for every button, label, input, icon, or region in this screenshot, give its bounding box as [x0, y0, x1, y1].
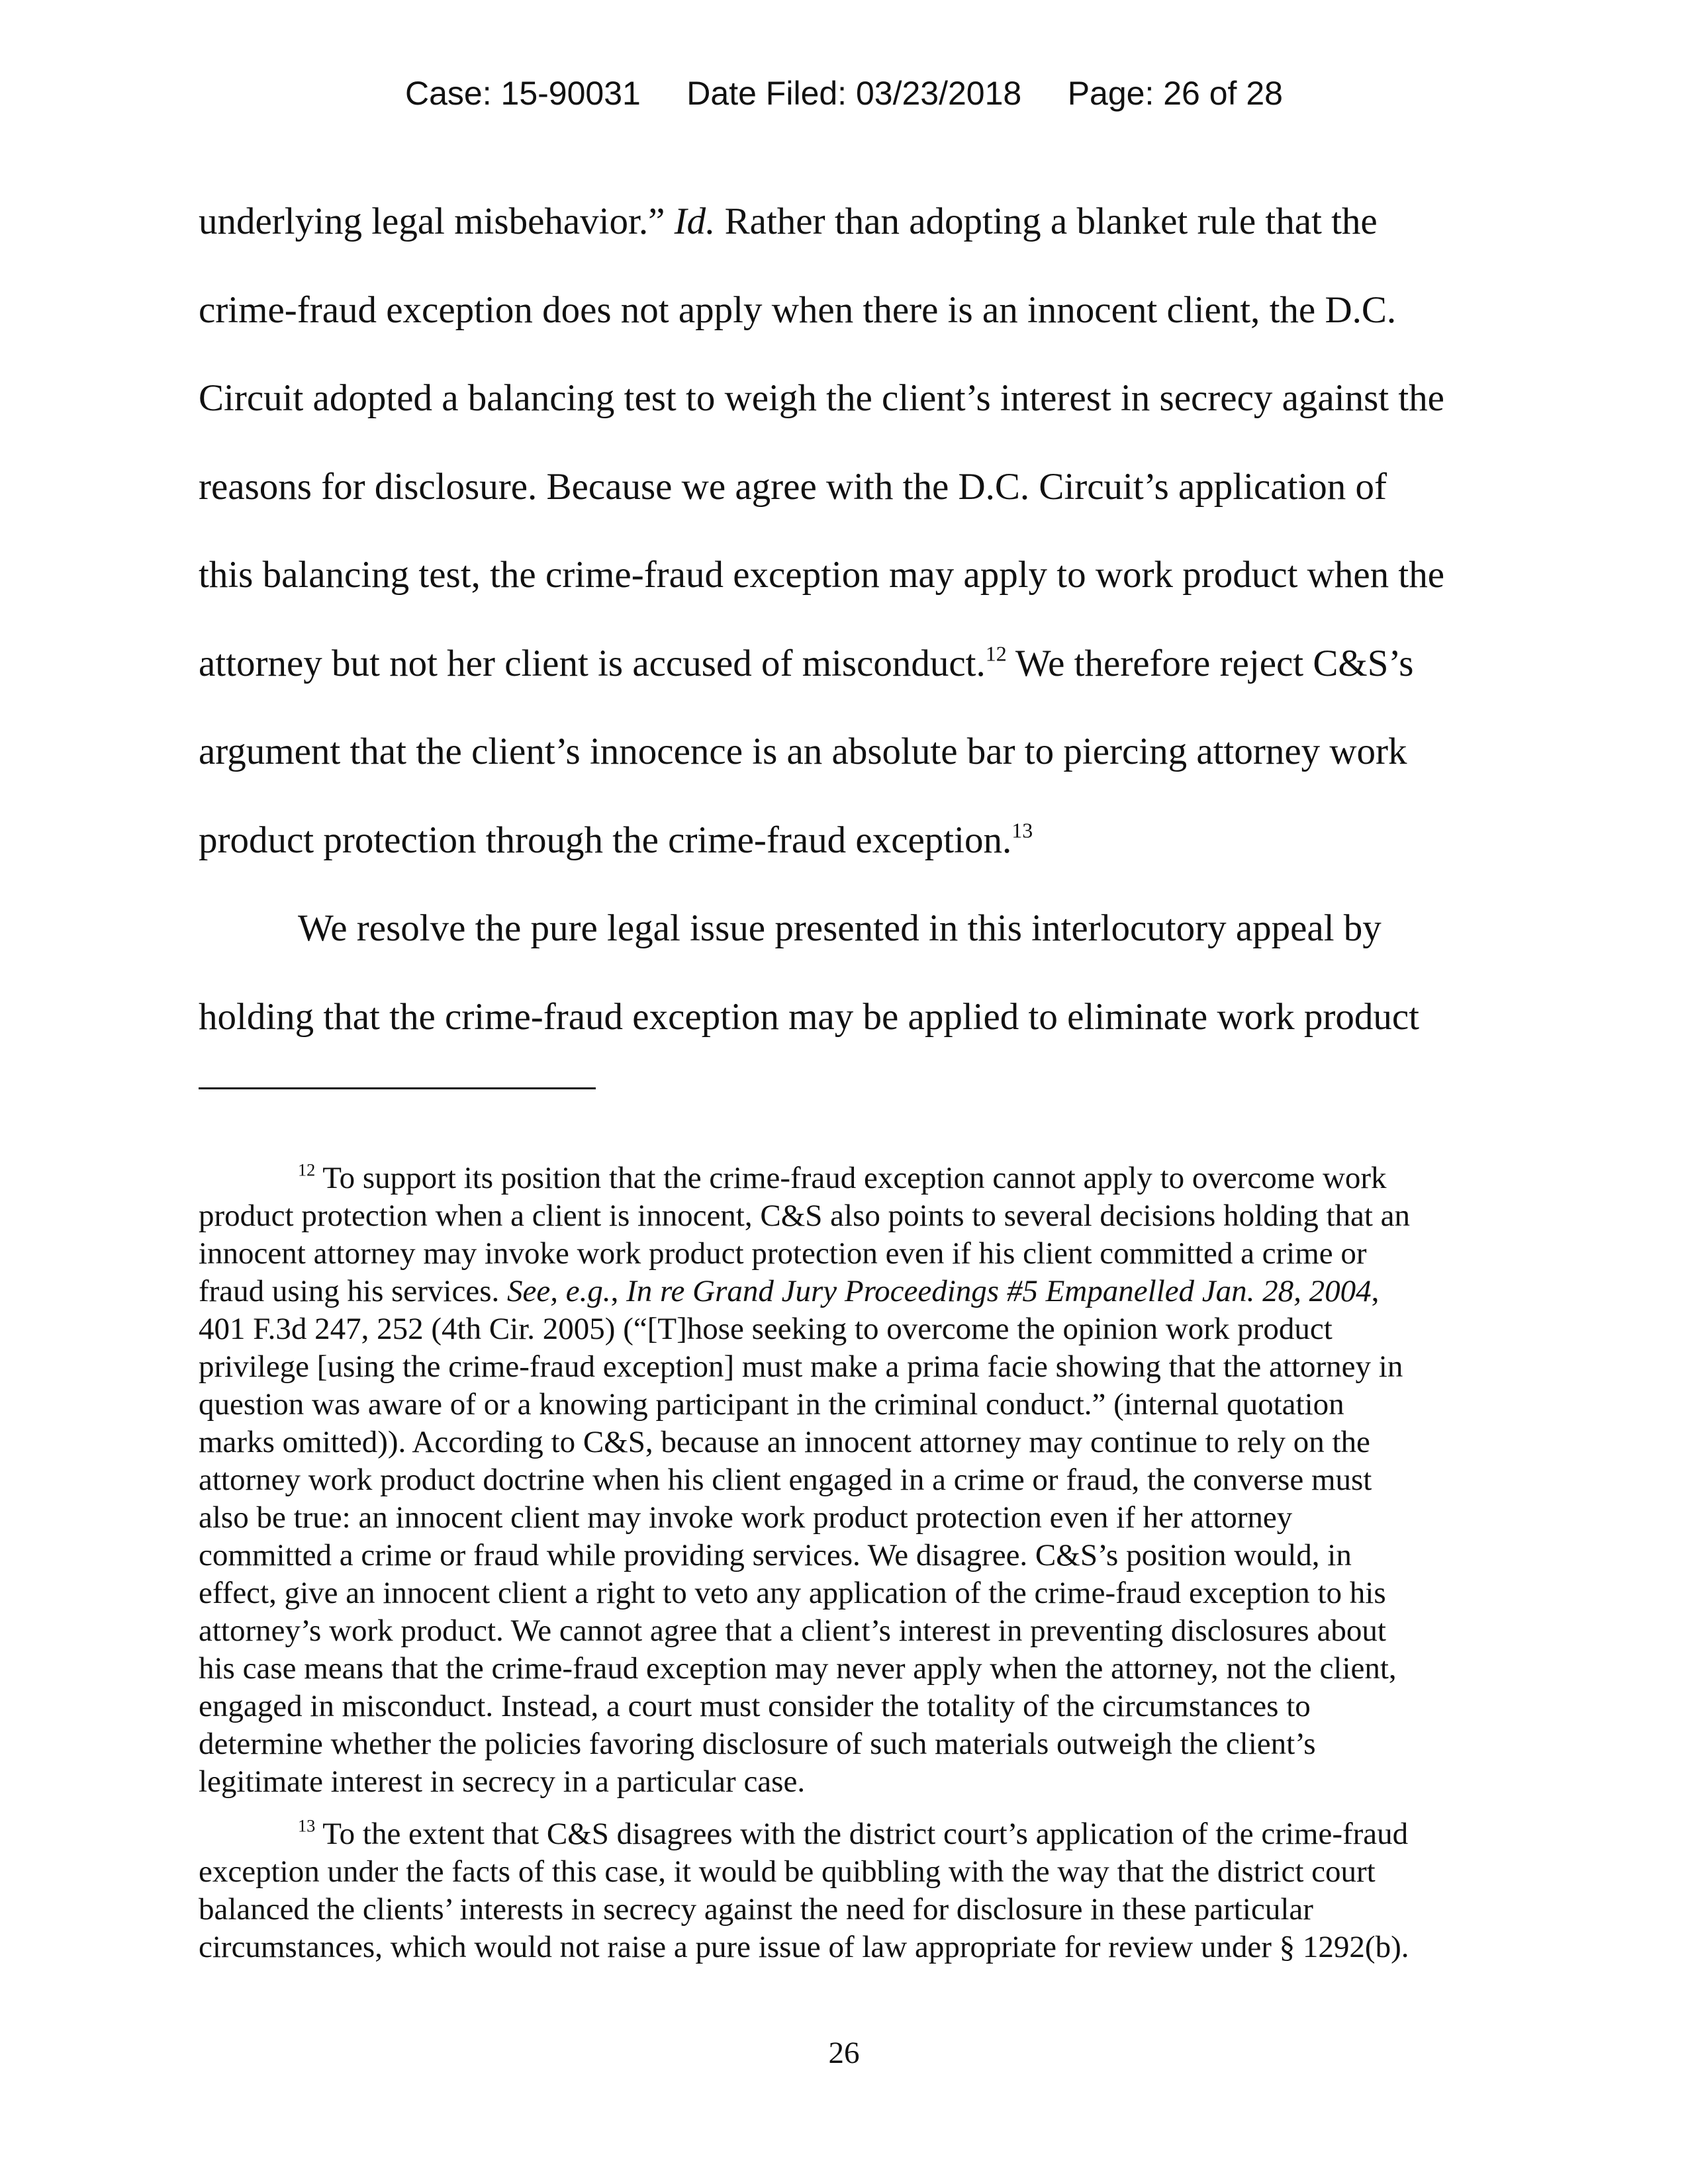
body-line-2: crime-fraud exception does not apply when there is an innocent client, the D.C. [199, 289, 1397, 331]
case-name: In re Grand Jury Proceedings #5 Empanelled Jan. 28, 2004 [626, 1274, 1372, 1308]
footnote-line: privilege [using the crime-fraud exception] must make a prima facie showing that the attorney in [199, 1349, 1403, 1384]
footnotes [199, 1160, 1489, 1966]
body-line-4: reasons for disclosure. Because we agree with the D.C. Circuit’s application of [199, 465, 1387, 508]
footnote-number-13: 13 [298, 1816, 316, 1836]
footnote-line: innocent attorney may invoke work product protection even if his client committed a crime or [199, 1236, 1367, 1271]
citation-id: Id. [674, 201, 716, 242]
date-filed: Date Filed: 03/23/2018 [686, 75, 1022, 112]
footnote-line: 401 F.3d 247, 252 (4th Cir. 2005) (“[T]hose seeking to overcome the opinion work product [199, 1312, 1333, 1346]
footnote-line: exception under the facts of this case, it would be quibbling with the way that the district court [199, 1854, 1376, 1889]
case-number: Case: 15-90031 [405, 75, 641, 112]
footnote-line: legitimate interest in secrecy in a particular case. [199, 1764, 806, 1799]
footnote-line: marks omitted)). According to C&S, because an innocent attorney may continue to rely on the [199, 1425, 1370, 1459]
footnote-ref-12[interactable]: 12 [985, 642, 1007, 666]
footnote-line: engaged in misconduct. Instead, a court must consider the totality of the circumstances to [199, 1689, 1311, 1723]
body-line-5: this balancing test, the crime-fraud exception may apply to work product when the [199, 554, 1445, 596]
page-number: 26 [828, 2036, 860, 2070]
footnote-line: $^{13}$ To the extent that C&S disagrees with the district court’s application of the crime-fraud [298, 1816, 1409, 1851]
footnote-line: also be true: an innocent client may invoke work product protection even if her attorney [199, 1500, 1293, 1535]
body-line-6: attorney but not her client is accused of misconduct.$^{12}$ We therefore reject C&S’s [199, 642, 1414, 684]
body-line-9: We resolve the pure legal issue presented in this interlocutory appeal by [298, 907, 1382, 949]
body-line-10: holding that the crime-fraud exception may be applied to eliminate work product [199, 995, 1419, 1038]
footnote-line: question was aware of or a knowing participant in the criminal conduct.” (internal quotation [199, 1387, 1344, 1422]
footnote-13 [199, 1815, 1489, 1966]
footnote-line: his case means that the crime-fraud exception may never apply when the attorney, not the client, [199, 1651, 1397, 1686]
footnote-line: effect, give an innocent client a right to veto any application of the crime-fraud exception to his [199, 1576, 1386, 1610]
body-line-8: product protection through the crime-fraud exception.$^{13}$ [199, 819, 1033, 861]
footnote-line: fraud using his services. See, e.g., In re Grand Jury Proceedings #5 Empanelled Jan. 28, 2004, [199, 1274, 1380, 1308]
footnote-ref-13[interactable]: 13 [1011, 819, 1033, 842]
footnote-line: attorney work product doctrine when his client engaged in a crime or fraud, the converse must [199, 1463, 1372, 1497]
footnote-line: $^{12}$ To support its position that the crime-fraud exception cannot apply to overcome work [298, 1160, 1387, 1195]
footnote-line: circumstances, which would not raise a pure issue of law appropriate for review under § 1292(b). [199, 1930, 1409, 1964]
signal-see-eg: See, e.g. [506, 1274, 611, 1308]
footnote-number-12: 12 [298, 1160, 316, 1180]
page-header [0, 74, 1688, 113]
footnote-line: product protection when a client is innocent, C&S also points to several decisions holding that an [199, 1199, 1411, 1233]
footnote-line: balanced the clients’ interests in secrecy against the need for disclosure in these particular [199, 1892, 1313, 1927]
footnote-line: attorney’s work product. We cannot agree that a client’s interest in preventing disclosures about [199, 1614, 1386, 1648]
body-line-1: underlying legal misbehavior.” Id. Rather than adopting a blanket rule that the [199, 201, 1378, 242]
body-line-7: argument that the client’s innocence is an absolute bar to piercing attorney work [199, 731, 1407, 772]
footnote-12 [199, 1160, 1489, 1801]
footnote-separator [199, 1087, 596, 1089]
page-count: Page: 26 of 28 [1067, 75, 1283, 112]
opinion-body [199, 192, 1489, 1075]
footnote-gap [199, 1801, 1489, 1815]
footnote-line: committed a crime or fraud while providing services. We disagree. C&S’s position would, in [199, 1538, 1352, 1572]
body-line-3: Circuit adopted a balancing test to weigh the client’s interest in secrecy against the [199, 377, 1444, 419]
footnote-line: determine whether the policies favoring disclosure of such materials outweigh the client’s [199, 1727, 1316, 1761]
